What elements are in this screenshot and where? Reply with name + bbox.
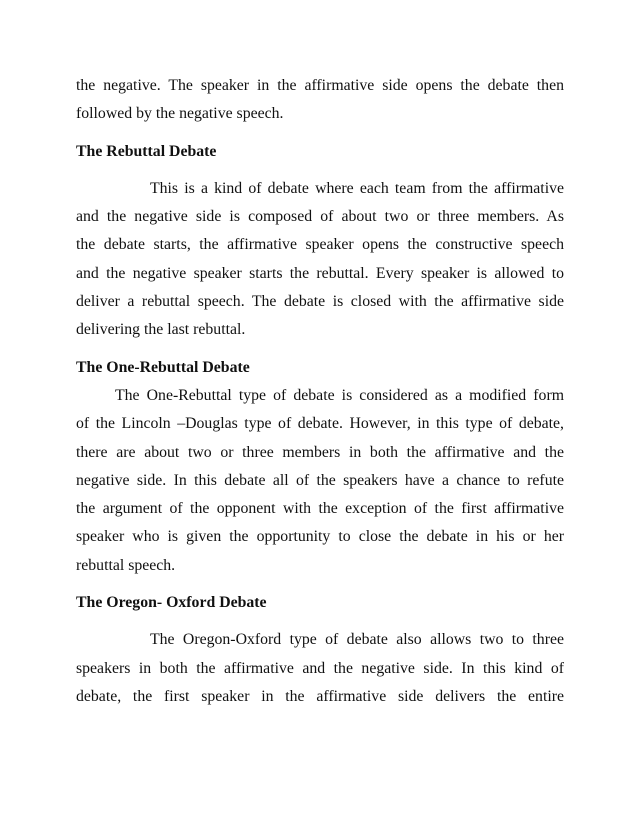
paragraph-line: This is a kind of debate where each team from the affirmative xyxy=(150,179,564,197)
paragraph-line: negative side. In this debate all of the speakers have a chance to refute xyxy=(76,471,564,489)
section-rebuttal-debate xyxy=(76,138,564,345)
intro-paragraph xyxy=(76,72,564,129)
paragraph-line: and the negative speaker starts the rebuttal. Every speaker is allowed to xyxy=(76,264,564,282)
section-oregon-oxford-debate xyxy=(76,589,564,711)
section-one-rebuttal-debate xyxy=(76,354,564,580)
paragraph-line: rebuttal speech. xyxy=(76,556,176,574)
paragraph-line: the negative. The speaker in the affirmative side opens the debate then xyxy=(76,77,564,94)
section-heading: The Rebuttal Debate xyxy=(76,142,217,160)
section-heading: The Oregon- Oxford Debate xyxy=(76,594,267,612)
paragraph-line: there are about two or three members in both the affirmative and the xyxy=(76,443,564,461)
paragraph-line: followed by the negative speech. xyxy=(76,105,284,123)
paragraph-line: delivering the last rebuttal. xyxy=(76,321,246,339)
paragraph-line: The Oregon-Oxford type of debate also allows two to three xyxy=(150,631,564,649)
paragraph-line: of the Lincoln –Douglas type of debate. However, in this type of debate, xyxy=(76,415,564,433)
paragraph-line: the debate starts, the affirmative speaker opens the constructive speech xyxy=(76,236,564,254)
paragraph-line: the argument of the opponent with the exception of the first affirmative xyxy=(76,500,564,518)
paragraph-line: speaker who is given the opportunity to close the debate in his or her xyxy=(76,528,564,546)
section-heading: The One-Rebuttal Debate xyxy=(76,358,250,376)
paragraph-line: The One-Rebuttal type of debate is considered as a modified form xyxy=(115,386,564,404)
paragraph-line: deliver a rebuttal speech. The debate is closed with the affirmative side xyxy=(76,293,564,311)
paragraph-line: debate, the first speaker in the affirmative side delivers the entire xyxy=(76,687,564,705)
paragraph-line: and the negative side is composed of about two or three members. As xyxy=(76,208,564,226)
paragraph-line: speakers in both the affirmative and the negative side. In this kind of xyxy=(76,659,564,677)
document-page xyxy=(76,72,564,711)
